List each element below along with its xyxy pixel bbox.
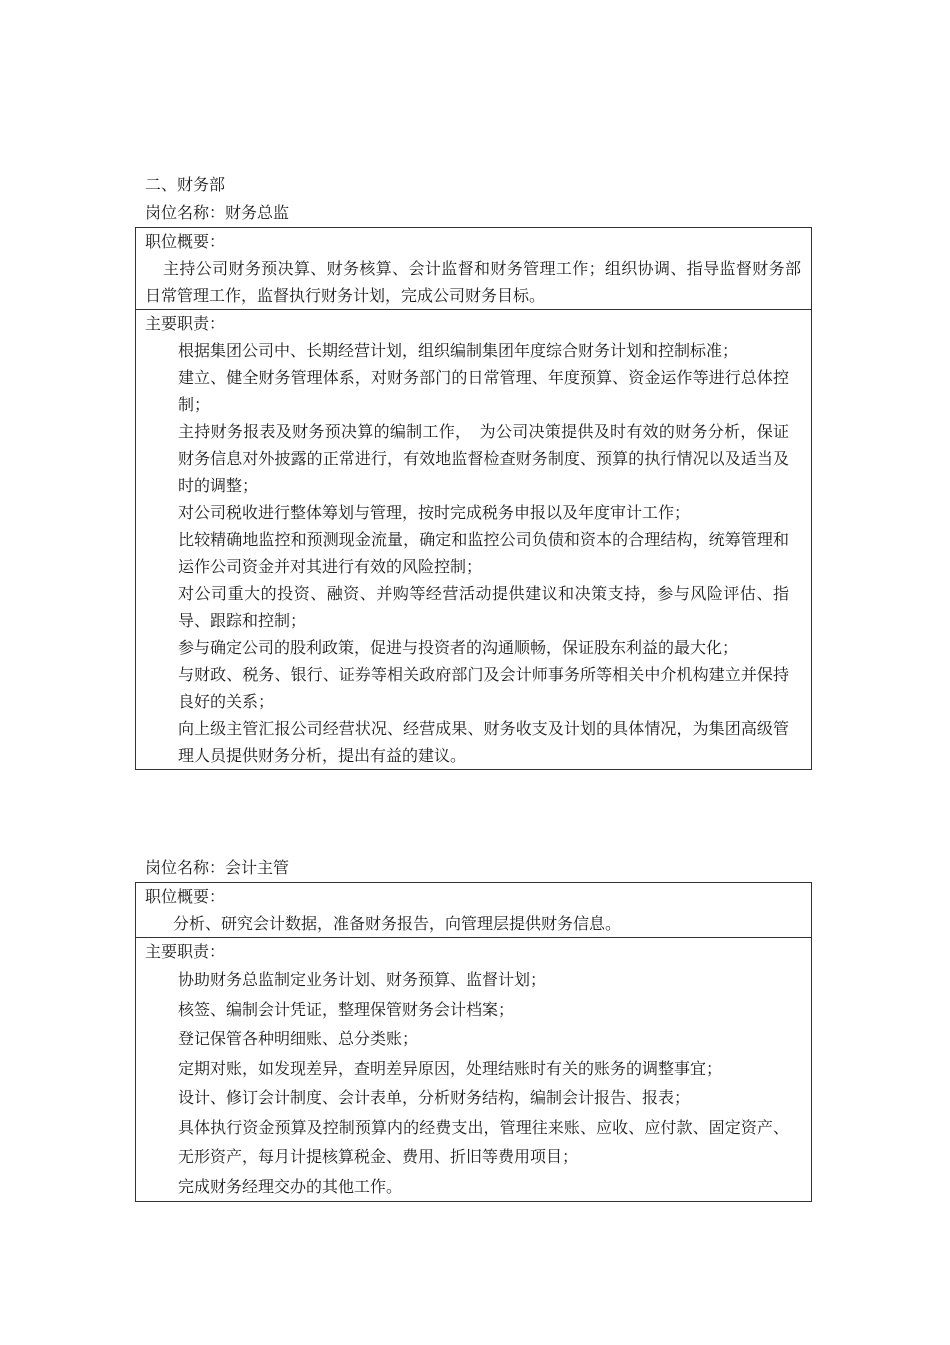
position-title-accounting-supervisor: 岗位名称：会计主管 [145, 858, 290, 877]
duty-item: 完成财务经理交办的其他工作。 [178, 1176, 403, 1196]
duties-label: 主要职责： [145, 942, 226, 961]
duty-item: 对公司税收进行整体筹划与管理，按时完成税务申报以及年度审计工作； [178, 503, 691, 522]
duty-item: 参与确定公司的股利政策，促进与投资者的沟通顺畅，保证股东利益的最大化； [178, 638, 739, 657]
duty-item: 登记保管各种明细账、总分类账； [178, 1029, 419, 1048]
duties-label: 主要职责： [145, 314, 226, 333]
duty-item: 具体执行资金预算及控制预算内的经费支出，管理往来账、应收、应付款、固定资产、无形资产，每月计提核算税金、费用、折旧等费用项目； [178, 1117, 789, 1166]
duty-item: 根据集团公司中、长期经营计划，组织编制集团年度综合财务计划和控制标准； [178, 341, 739, 360]
duties-list [136, 965, 811, 1201]
duty-item: 向上级主管汇报公司经营状况、经营成果、财务收支及计划的具体情况，为集团高级管理人员提供财务分析，提出有益的建议。 [178, 719, 789, 765]
summary-section [136, 228, 811, 310]
summary-text: 主持公司财务预决算、财务核算、会计监督和财务管理工作；组织协调、指导监督财务部日常管理工作，监督执行财务计划，完成公司财务目标。 [145, 259, 801, 305]
duty-item: 核签、编制会计凭证，整理保管财务会计档案； [178, 999, 515, 1019]
duty-item: 协助财务总监制定业务计划、财务预算、监督计划； [178, 970, 547, 989]
position-table-cfo [135, 227, 812, 770]
duty-item: 建立、健全财务管理体系，对财务部门的日常管理、年度预算、资金运作等进行总体控制； [178, 368, 789, 414]
position-table-accounting-supervisor [135, 882, 812, 1202]
duty-item: 对公司重大的投资、融资、并购等经营活动提供建议和决策支持，参与风险评估、指导、跟踪和控制； [178, 584, 789, 630]
summary-text: 分析、研究会计数据，准备财务报告，向管理层提供财务信息。 [173, 914, 622, 933]
summary-section [136, 883, 811, 938]
summary-label: 职位概要： [145, 887, 226, 906]
duty-item: 主持财务报表及财务预决算的编制工作， 为公司决策提供及时有效的财务分析，保证财务信息对外披露的正常进行，有效地监督检查财务制度、预算的执行情况以及适当及时的调整； [178, 422, 789, 495]
duties-list [136, 337, 811, 769]
section-title: 二、财务部 [145, 175, 226, 194]
duties-section [136, 938, 811, 1201]
summary-label: 职位概要： [145, 232, 226, 251]
duty-item: 定期对账，如发现差异，查明差异原因，处理结账时有关的账务的调整事宜； [178, 1058, 723, 1078]
duty-item: 比较精确地监控和预测现金流量，确定和监控公司负债和资本的合理结构，统筹管理和运作公司资金并对其进行有效的风险控制； [178, 530, 789, 576]
duties-section [136, 310, 811, 769]
duty-item: 与财政、税务、银行、证券等相关政府部门及会计师事务所等相关中介机构建立并保持良好的关系； [178, 665, 789, 711]
position-title-cfo: 岗位名称：财务总监 [145, 203, 290, 222]
duty-item: 设计、修订会计制度、会计表单，分析财务结构，编制会计报告、报表； [178, 1088, 691, 1107]
